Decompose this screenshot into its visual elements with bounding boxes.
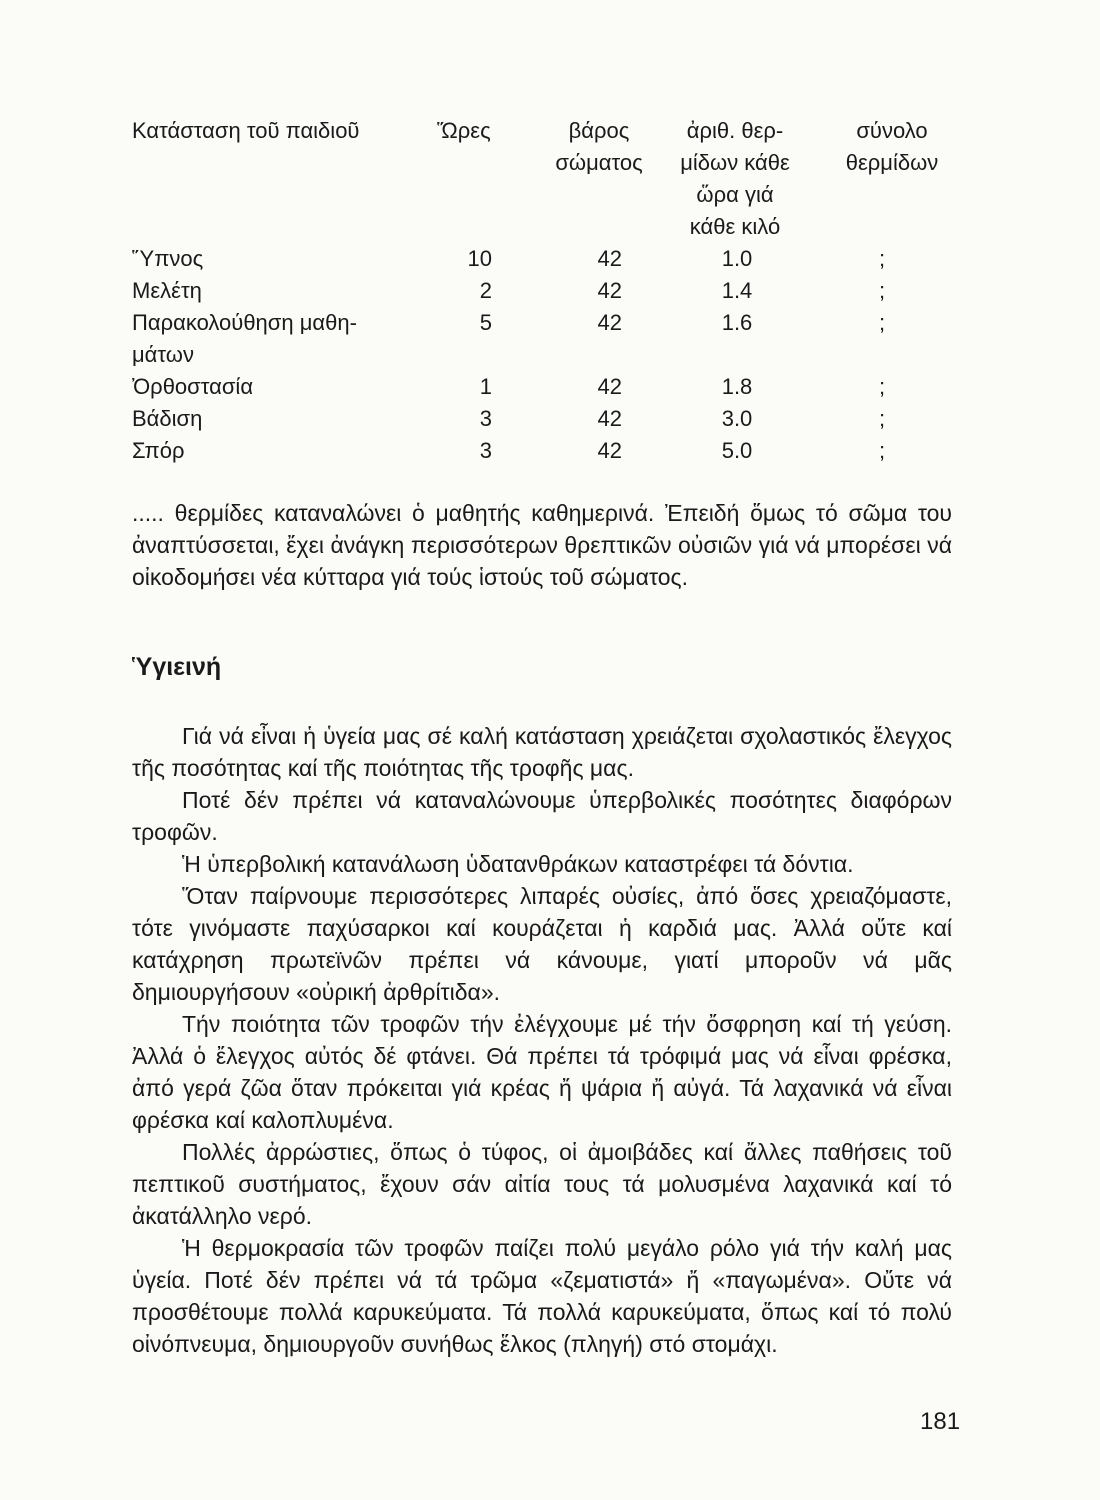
paragraph: Ἡ θερμοκρασία τῶν τροφῶν παίζει πολύ μεγάλο ρόλο γιά τήν καλή μας ὑγεία. Ποτέ δέν πρέπει νά τά τρῶμα «ζεματιστά» ἤ «παγωμένα». Οὔτε νά προσθέτουμε πολλά καρυκεύματα. Τά πολλά καρυκεύματα, ὅπως καί τό πολύ οἰνόπνευμα, δημιουργοῦν συνήθως ἕλκος (πληγή) στό στομάχι. xyxy=(132,1235,952,1357)
calorie-table xyxy=(132,115,952,467)
paragraph: Γιά νά εἶναι ἡ ὑγεία μας σέ καλή κατάσταση χρειάζεται σχολαστικός ἔλεγχος τῆς ποσότητας καί τῆς ποιότητας τῆς τροφῆς μας. xyxy=(132,723,952,781)
body-text xyxy=(132,720,952,1360)
section-heading: Ὑγιεινή xyxy=(132,653,222,681)
header-state: Κατάσταση τοῦ παιδιοῦ xyxy=(132,118,360,143)
header-weight: βάρος σώματος xyxy=(555,118,643,175)
intro-paragraph: ..... θερμίδες καταναλώνει ὁ μαθητής καθημερινά. Ἐπειδή ὅμως τό σῶμα του ἀναπτύσσεται, ἔχει ἀνάγκη περισσότερων θρεπτικῶν οὐσιῶν γιά νά μπορέσει νά οἰκοδομήσει νέα κύτταρα γιά τούς ἱστούς τοῦ σώματος. xyxy=(132,500,952,590)
table-row: Βάδιση 3 42 3.0 ; xyxy=(132,406,886,431)
paragraph: Ποτέ δέν πρέπει νά καταναλώνουμε ὑπερβολικές ποσότητες διαφόρων τροφῶν. xyxy=(132,787,952,845)
paragraph: Ὅταν παίρνουμε περισσότερες λιπαρές οὐσίες, ἀπό ὅσες χρειαζόμαστε, τότε γινόμαστε παχύσαρκοι καί κουράζεται ἡ καρδιά μας. Ἀλλά οὔτε καί κατάχρηση πρωτεϊνῶν πρέπει νά κάνουμε, γιατί μποροῦν νά μᾶς δημιουργήσουν «οὐρική ἀρθρίτιδα». xyxy=(132,883,952,1005)
paragraph: Πολλές ἀρρώστιες, ὅπως ὁ τύφος, οἱ ἀμοιβάδες καί ἄλλες παθήσεις τοῦ πεπτικοῦ συστήματος, ἔχουν σάν αἰτία τους τά μολυσμένα λαχανικά καί τό ἀκατάλληλο νερό. xyxy=(132,1139,952,1229)
paragraph: Τήν ποιότητα τῶν τροφῶν τήν ἐλέγχουμε μέ τήν ὄσφρηση καί τή γεύση. Ἀλλά ὁ ἔλεγχος αὐτός δέ φτάνει. Θά πρέπει τά τρόφιμά μας νά εἶναι φρέσκα, ἀπό γερά ζῶα ὅταν πρόκειται γιά κρέας ἤ ψάρια ἤ αὐγά. Τά λαχανικά νά εἶναι φρέσκα καί καλοπλυμένα. xyxy=(132,1011,952,1133)
header-total: σύνολο θερμίδων xyxy=(845,118,939,175)
page-number: 181 xyxy=(920,1408,961,1435)
header-hours: Ὥρες xyxy=(437,118,491,143)
table-row: Μελέτη 2 42 1.4 ; xyxy=(132,278,886,303)
table-header xyxy=(132,115,952,243)
table-row: Παρακολούθηση μαθη- μάτων 5 42 1.6 ; xyxy=(132,310,886,367)
paragraph: Ἡ ὑπερβολική κατανάλωση ὑδατανθράκων καταστρέφει τά δόντια. xyxy=(182,851,854,877)
table-row: Σπόρ 3 42 5.0 ; xyxy=(132,438,886,463)
header-cal-rate: ἀριθ. θερ- μίδων κάθε ὥρα γιά κάθε κιλό xyxy=(680,118,790,239)
table-row: Ὀρθοστασία 1 42 1.8 ; xyxy=(132,374,886,399)
table-row: Ὕπνος 10 42 1.0 ; xyxy=(132,246,886,271)
